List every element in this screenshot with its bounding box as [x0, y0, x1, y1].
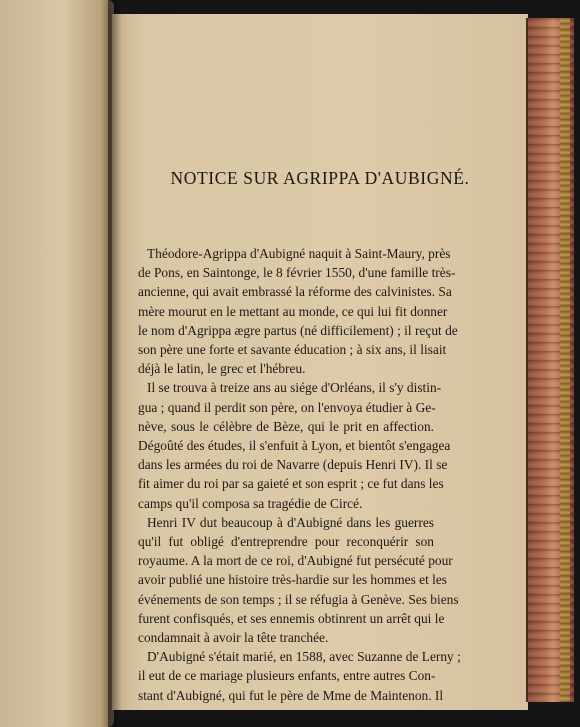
- text-line: événements de son temps ; il se réfugia à Genève. Ses biens: [138, 591, 459, 607]
- page-title: NOTICE SUR AGRIPPA D'AUBIGNÉ.: [170, 168, 470, 188]
- text-line: Dégoûté des études, il s'enfuit à Lyon, et bientôt s'engagea: [138, 438, 451, 454]
- text-line: dans les armées du roi de Navarre (depuis Henri IV). Il se: [138, 457, 448, 473]
- text-line: Henri IV dut beaucoup à d'Aubigné dans les guerres: [147, 514, 434, 530]
- text-line: condamnait à avoir la tête tranchée.: [138, 630, 329, 646]
- text-line: furent confisqués, et ses ennemis obtinrent un arrêt qui le: [138, 610, 445, 626]
- gilt-edge: [560, 18, 570, 702]
- text-line: D'Aubigné s'était marié, en 1588, avec Suzanne de Lerny ;: [147, 649, 461, 665]
- body-text: [138, 244, 461, 705]
- text-line: avoir publié une histoire très-hardie sur les hommes et les: [138, 572, 448, 588]
- text-line: Il se trouva à treize ans au siége d'Orléans, il s'y distin-: [147, 380, 442, 396]
- text-line: de Pons, en Saintonge, le 8 février 1550, d'une famille très-: [138, 265, 456, 281]
- book-spine-shadow: [108, 0, 122, 727]
- text-line: royaume. A la mort de ce roi, d'Aubigné fut persécuté pour: [138, 553, 453, 569]
- text-line: son père une forte et savante éducation ; à six ans, il lisait: [138, 342, 447, 358]
- text-line: il eut de ce mariage plusieurs enfants, entre autres Con-: [138, 668, 436, 684]
- text-line: le nom d'Agrippa ægre partus (né difficilement) ; il reçut de: [138, 322, 458, 338]
- text-line: gua ; quand il perdit son père, on l'envoya étudier à Ge-: [138, 399, 436, 415]
- text-line: stant d'Aubigné, qui fut le père de Mme de Maintenon. Il: [138, 687, 444, 703]
- text-line: ancienne, qui avait embrassé la réforme des calvinistes. Sa: [138, 284, 452, 300]
- text-line: nève, sous le célèbre de Bèze, qui le prit en affection.: [138, 418, 434, 434]
- text-line: Théodore-Agrippa d'Aubigné naquit à Saint-Maury, près: [147, 246, 451, 261]
- text-line: mère mourut en le mettant au monde, ce qui lui fit donner: [138, 303, 448, 319]
- text-line: fit aimer du roi par sa gaieté et son esprit ; ce fut dans les: [138, 476, 444, 492]
- text-line: déjà le latin, le grec et l'hébreu.: [138, 361, 306, 377]
- text-line: camps qu'il composa sa tragédie de Circé.: [138, 495, 363, 511]
- left-page: [0, 0, 114, 727]
- text-line: qu'il fut obligé d'entreprendre pour reconquérir son: [138, 534, 434, 550]
